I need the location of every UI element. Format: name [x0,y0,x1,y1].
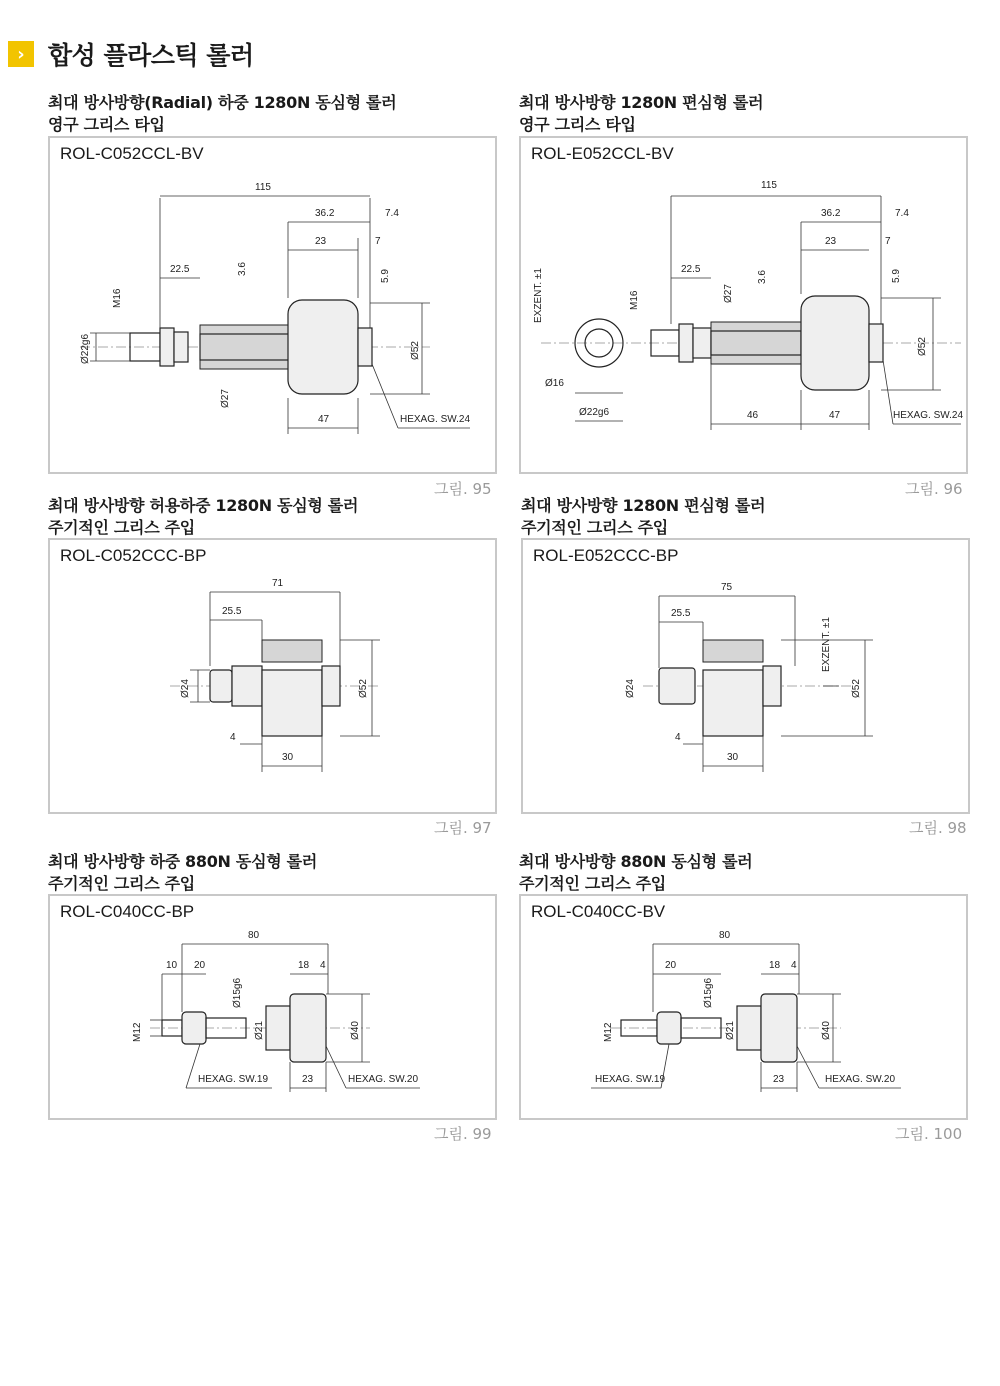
dim-label: 23 [825,236,837,247]
dim-label: 30 [282,752,294,763]
roller-wheel [761,994,797,1062]
drawing-frame [48,894,497,1120]
dim-label: 7.4 [385,208,399,219]
panel-subheading: 주기적인 그리스 주입 [521,518,668,537]
figure-number: 그림. 95 [434,480,492,498]
roller-wheel [288,300,358,394]
drawing-line [693,328,711,358]
technical-drawing [521,896,970,1122]
drawing-line [737,1006,761,1050]
dim-label: Ø52 [917,337,928,356]
dim-label: EXZENT. ±1 [533,268,544,323]
panel-subheading: 주기적인 그리스 주입 [519,874,666,893]
dim-label: 23 [302,1074,314,1085]
dim-label: 4 [230,732,236,743]
dim-label: Ø16 [545,378,564,389]
dim-label: 18 [298,960,310,971]
dim-label: EXZENT. ±1 [821,617,832,672]
panel-heading: 최대 방사방향 880N 동심형 롤러 [519,852,753,871]
dim-label: 18 [769,960,781,971]
dim-label: Ø15g6 [232,977,243,1008]
figure-number: 그림. 98 [909,819,967,837]
bolt-shaft [711,322,801,364]
figure-number: 그림. 96 [905,480,963,498]
drawing-frame [519,894,968,1120]
hex-nut [182,1012,206,1044]
dim-label: HEXAG. SW.20 [825,1074,896,1085]
hex-head [763,666,781,706]
dim-label: M16 [629,290,640,310]
dim-label: 4 [320,960,326,971]
bearing-section [262,640,322,662]
dim-label: M16 [112,288,123,308]
dim-label: M12 [132,1022,143,1042]
figure-number: 그림. 100 [895,1125,963,1143]
panel-heading: 최대 방사방향 1280N 편심형 롤러 [519,93,764,112]
model-code: ROL-C040CC-BP [60,902,195,921]
dim-label: 22.5 [170,264,190,275]
dim-label: 4 [675,732,681,743]
technical-drawing [50,138,499,476]
dim-label: 47 [318,414,330,425]
dim-label: 3.6 [237,262,248,276]
hex-head [358,328,372,366]
dim-label: 22.5 [681,264,701,275]
dim-label: HEXAG. SW.19 [198,1074,269,1085]
panel-heading: 최대 방사방향 허용하중 1280N 동심형 롤러 [48,496,359,515]
dim-label: 20 [665,960,677,971]
panel-rol-c040cc-bv [519,851,972,1143]
model-code: ROL-E052CCC-BP [533,546,679,565]
technical-drawing [523,540,972,816]
dim-label: 5.9 [380,269,391,283]
dim-label: Ø24 [180,679,191,698]
drawing-line [797,1046,819,1088]
panel-rol-e052ccl-bv [519,92,972,498]
hex-head [322,666,340,706]
dim-label: 36.2 [315,208,335,219]
technical-drawing [50,896,499,1122]
dim-label: Ø40 [350,1021,361,1040]
dim-label: 7 [885,236,891,247]
dim-label: 5.9 [891,269,902,283]
dim-label: M12 [603,1022,614,1042]
dim-label: Ø52 [851,679,862,698]
dim-label: Ø27 [723,284,734,303]
dim-label: 20 [194,960,206,971]
dim-label: 71 [272,578,284,589]
drawing-line [266,1006,290,1050]
dim-label: HEXAG. SW.24 [400,414,471,425]
dim-label: HEXAG. SW.19 [595,1074,666,1085]
knurled-stud [210,670,232,702]
drawing-line [372,364,398,428]
panel-rol-c040cc-bp [48,851,501,1143]
page-header [8,36,254,72]
drawing-frame [48,538,497,814]
dim-label: 7 [375,236,381,247]
panel-subheading: 영구 그리스 타입 [48,115,165,134]
dim-label: 23 [315,236,327,247]
dim-label: Ø40 [821,1021,832,1040]
bearing-section [703,640,763,662]
dim-label: Ø24 [625,679,636,698]
panel-subheading: 주기적인 그리스 주입 [48,874,195,893]
dim-label: HEXAG. SW.20 [348,1074,419,1085]
dim-label: Ø22g6 [579,407,610,418]
drawing-frame [48,136,497,474]
dim-label: Ø27 [220,389,231,408]
dim-label: 46 [747,410,759,421]
drawing-line [326,1046,346,1088]
dim-label: Ø15g6 [703,977,714,1008]
dim-label: HEXAG. SW.24 [893,410,964,421]
hex-head [869,324,883,362]
drawing-frame [521,538,970,814]
dim-label: 36.2 [821,208,841,219]
dim-label: 4 [791,960,797,971]
panel-heading: 최대 방사방향(Radial) 하중 1280N 동심형 롤러 [48,93,397,112]
dim-label: Ø22g6 [80,333,91,364]
dim-label: 80 [248,930,260,941]
technical-drawing [521,138,970,476]
panel-rol-e052ccc-bp [521,495,974,837]
dim-label: 3.6 [757,270,768,284]
grease-nipple [232,666,262,706]
dim-label: 115 [255,182,271,193]
hex-nut [657,1012,681,1044]
dim-label: 25.5 [222,606,242,617]
dim-label: Ø21 [725,1021,736,1040]
page-title: 합성 플라스틱 롤러 [48,41,254,70]
hex-nut [160,328,174,366]
chevron-right-icon: › [8,41,34,67]
figure-number: 그림. 99 [434,1125,492,1143]
technical-drawing [50,540,499,816]
dim-label: 75 [721,582,733,593]
drawing-frame [519,136,968,474]
dim-label: 23 [773,1074,785,1085]
roller-body [703,670,763,736]
dim-label: 10 [166,960,178,971]
panel-heading: 최대 방사방향 하중 880N 동심형 롤러 [48,852,317,871]
dim-label: Ø52 [410,341,421,360]
dim-label: 80 [719,930,731,941]
drawing-line [174,332,188,362]
drawing-line [679,324,693,362]
dim-label: 25.5 [671,608,691,619]
dim-label: 30 [727,752,739,763]
panel-subheading: 주기적인 그리스 주입 [48,518,195,537]
model-code: ROL-C040CC-BV [531,902,666,921]
panel-subheading: 영구 그리스 타입 [519,115,636,134]
dim-label: Ø52 [358,679,369,698]
panel-rol-c052ccc-bp [48,495,501,837]
panel-rol-c052ccl-bv [48,92,501,498]
knurled-stud [659,668,695,704]
drawing-line [883,360,893,424]
model-code: ROL-E052CCL-BV [531,144,674,163]
panel-heading: 최대 방사방향 1280N 편심형 롤러 [521,496,766,515]
dim-label: 7.4 [895,208,909,219]
bolt-shaft [200,325,290,369]
model-code: ROL-C052CCL-BV [60,144,204,163]
dim-label: Ø21 [254,1021,265,1040]
roller-wheel [290,994,326,1062]
roller-body [262,670,322,736]
figure-number: 그림. 97 [434,819,492,837]
roller-wheel [801,296,869,390]
dim-label: 115 [761,180,777,191]
dim-label: 47 [829,410,841,421]
model-code: ROL-C052CCC-BP [60,546,207,565]
